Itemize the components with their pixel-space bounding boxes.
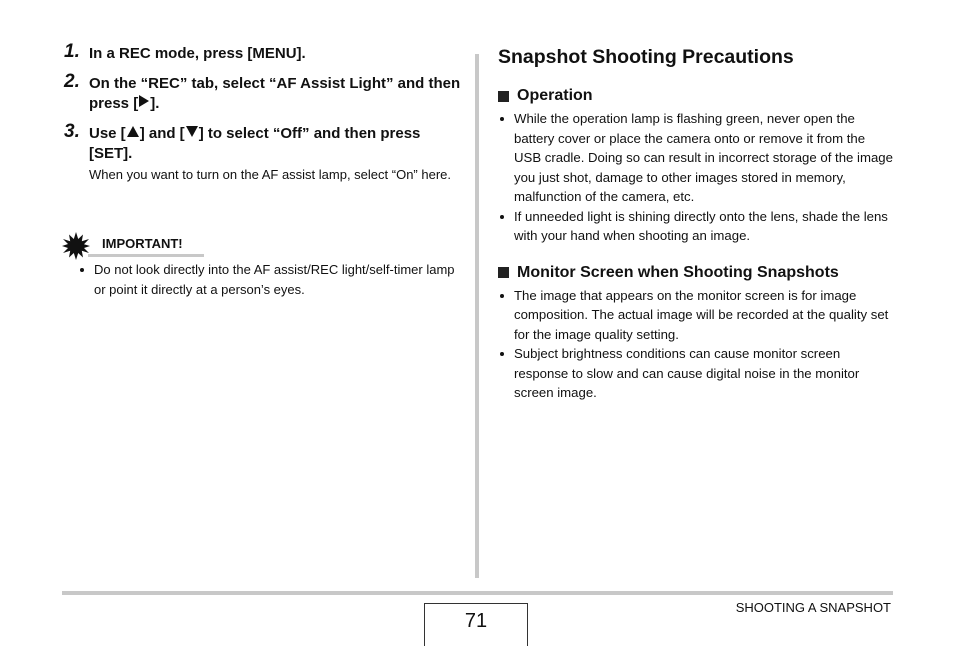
section-heading: [498, 87, 893, 105]
section-label: SHOOTING A SNAPSHOT: [735, 600, 891, 615]
step-text-part: ].: [150, 95, 160, 112]
step-number: 1.: [64, 41, 80, 62]
important-burst-icon: [62, 232, 90, 260]
step-number: 3.: [64, 121, 80, 142]
important-underline: [88, 254, 204, 257]
triangle-right-icon: [139, 95, 149, 107]
step-text-part: ] and [: [139, 125, 185, 142]
section-title: Monitor Screen when Shooting Snapshots: [517, 263, 839, 281]
step-note: When you want to turn on the AF assist lamp, select “On” here.: [89, 167, 452, 182]
step-text-part: ] to select “Off” and then press [SET].: [89, 125, 421, 162]
list-item: The image that appears on the monitor screen is for image composition. The actual image will be recorded at the quality set for the image quality setting.: [498, 286, 893, 345]
column-divider: [475, 54, 479, 578]
list-item: While the operation lamp is flashing green, never open the battery cover or place the camera onto or remove it from the USB cradle. Doing so can result in incorrect storage of the image you just shot, damage to other images stored in memory, malfunction of the camera, etc.: [498, 109, 893, 207]
step-text: [89, 124, 462, 164]
page-number: 71: [424, 603, 528, 646]
important-label: IMPORTANT!: [102, 236, 183, 251]
section-title: Operation: [517, 87, 593, 104]
triangle-down-icon: [186, 126, 198, 137]
important-list: [78, 260, 462, 299]
section-operation: [498, 87, 893, 246]
left-column: [62, 41, 462, 195]
important-header: [62, 232, 462, 258]
square-bullet-icon: [498, 91, 509, 102]
list-item: Subject brightness conditions can cause monitor screen response to slow and can cause digital noise in the monitor screen image.: [498, 344, 893, 403]
step-1: [62, 41, 462, 64]
section-heading: [498, 264, 893, 282]
step-3: [62, 121, 462, 185]
step-number: 2.: [64, 71, 80, 92]
step-2: [62, 71, 462, 114]
step-text-part: On the “REC” tab, select “AF Assist Light” and then press [: [89, 75, 461, 112]
square-bullet-icon: [498, 267, 509, 278]
list-item: If unneeded light is shining directly onto the lens, shade the lens with your hand when shooting an image.: [498, 207, 893, 246]
footer-rule: [62, 591, 893, 595]
page-title: Snapshot Shooting Precautions: [498, 46, 794, 68]
section-list: [498, 286, 893, 403]
step-text-part: Use [: [89, 125, 126, 142]
section-monitor-screen: [498, 264, 893, 403]
step-text: [89, 74, 462, 114]
section-list: [498, 109, 893, 246]
right-column: [498, 46, 893, 403]
list-item: Do not look directly into the AF assist/REC light/self-timer lamp or point it directly at a person’s eyes.: [78, 260, 462, 299]
step-text: In a REC mode, press [MENU].: [89, 45, 306, 62]
important-box: [62, 232, 462, 299]
triangle-up-icon: [127, 126, 139, 137]
